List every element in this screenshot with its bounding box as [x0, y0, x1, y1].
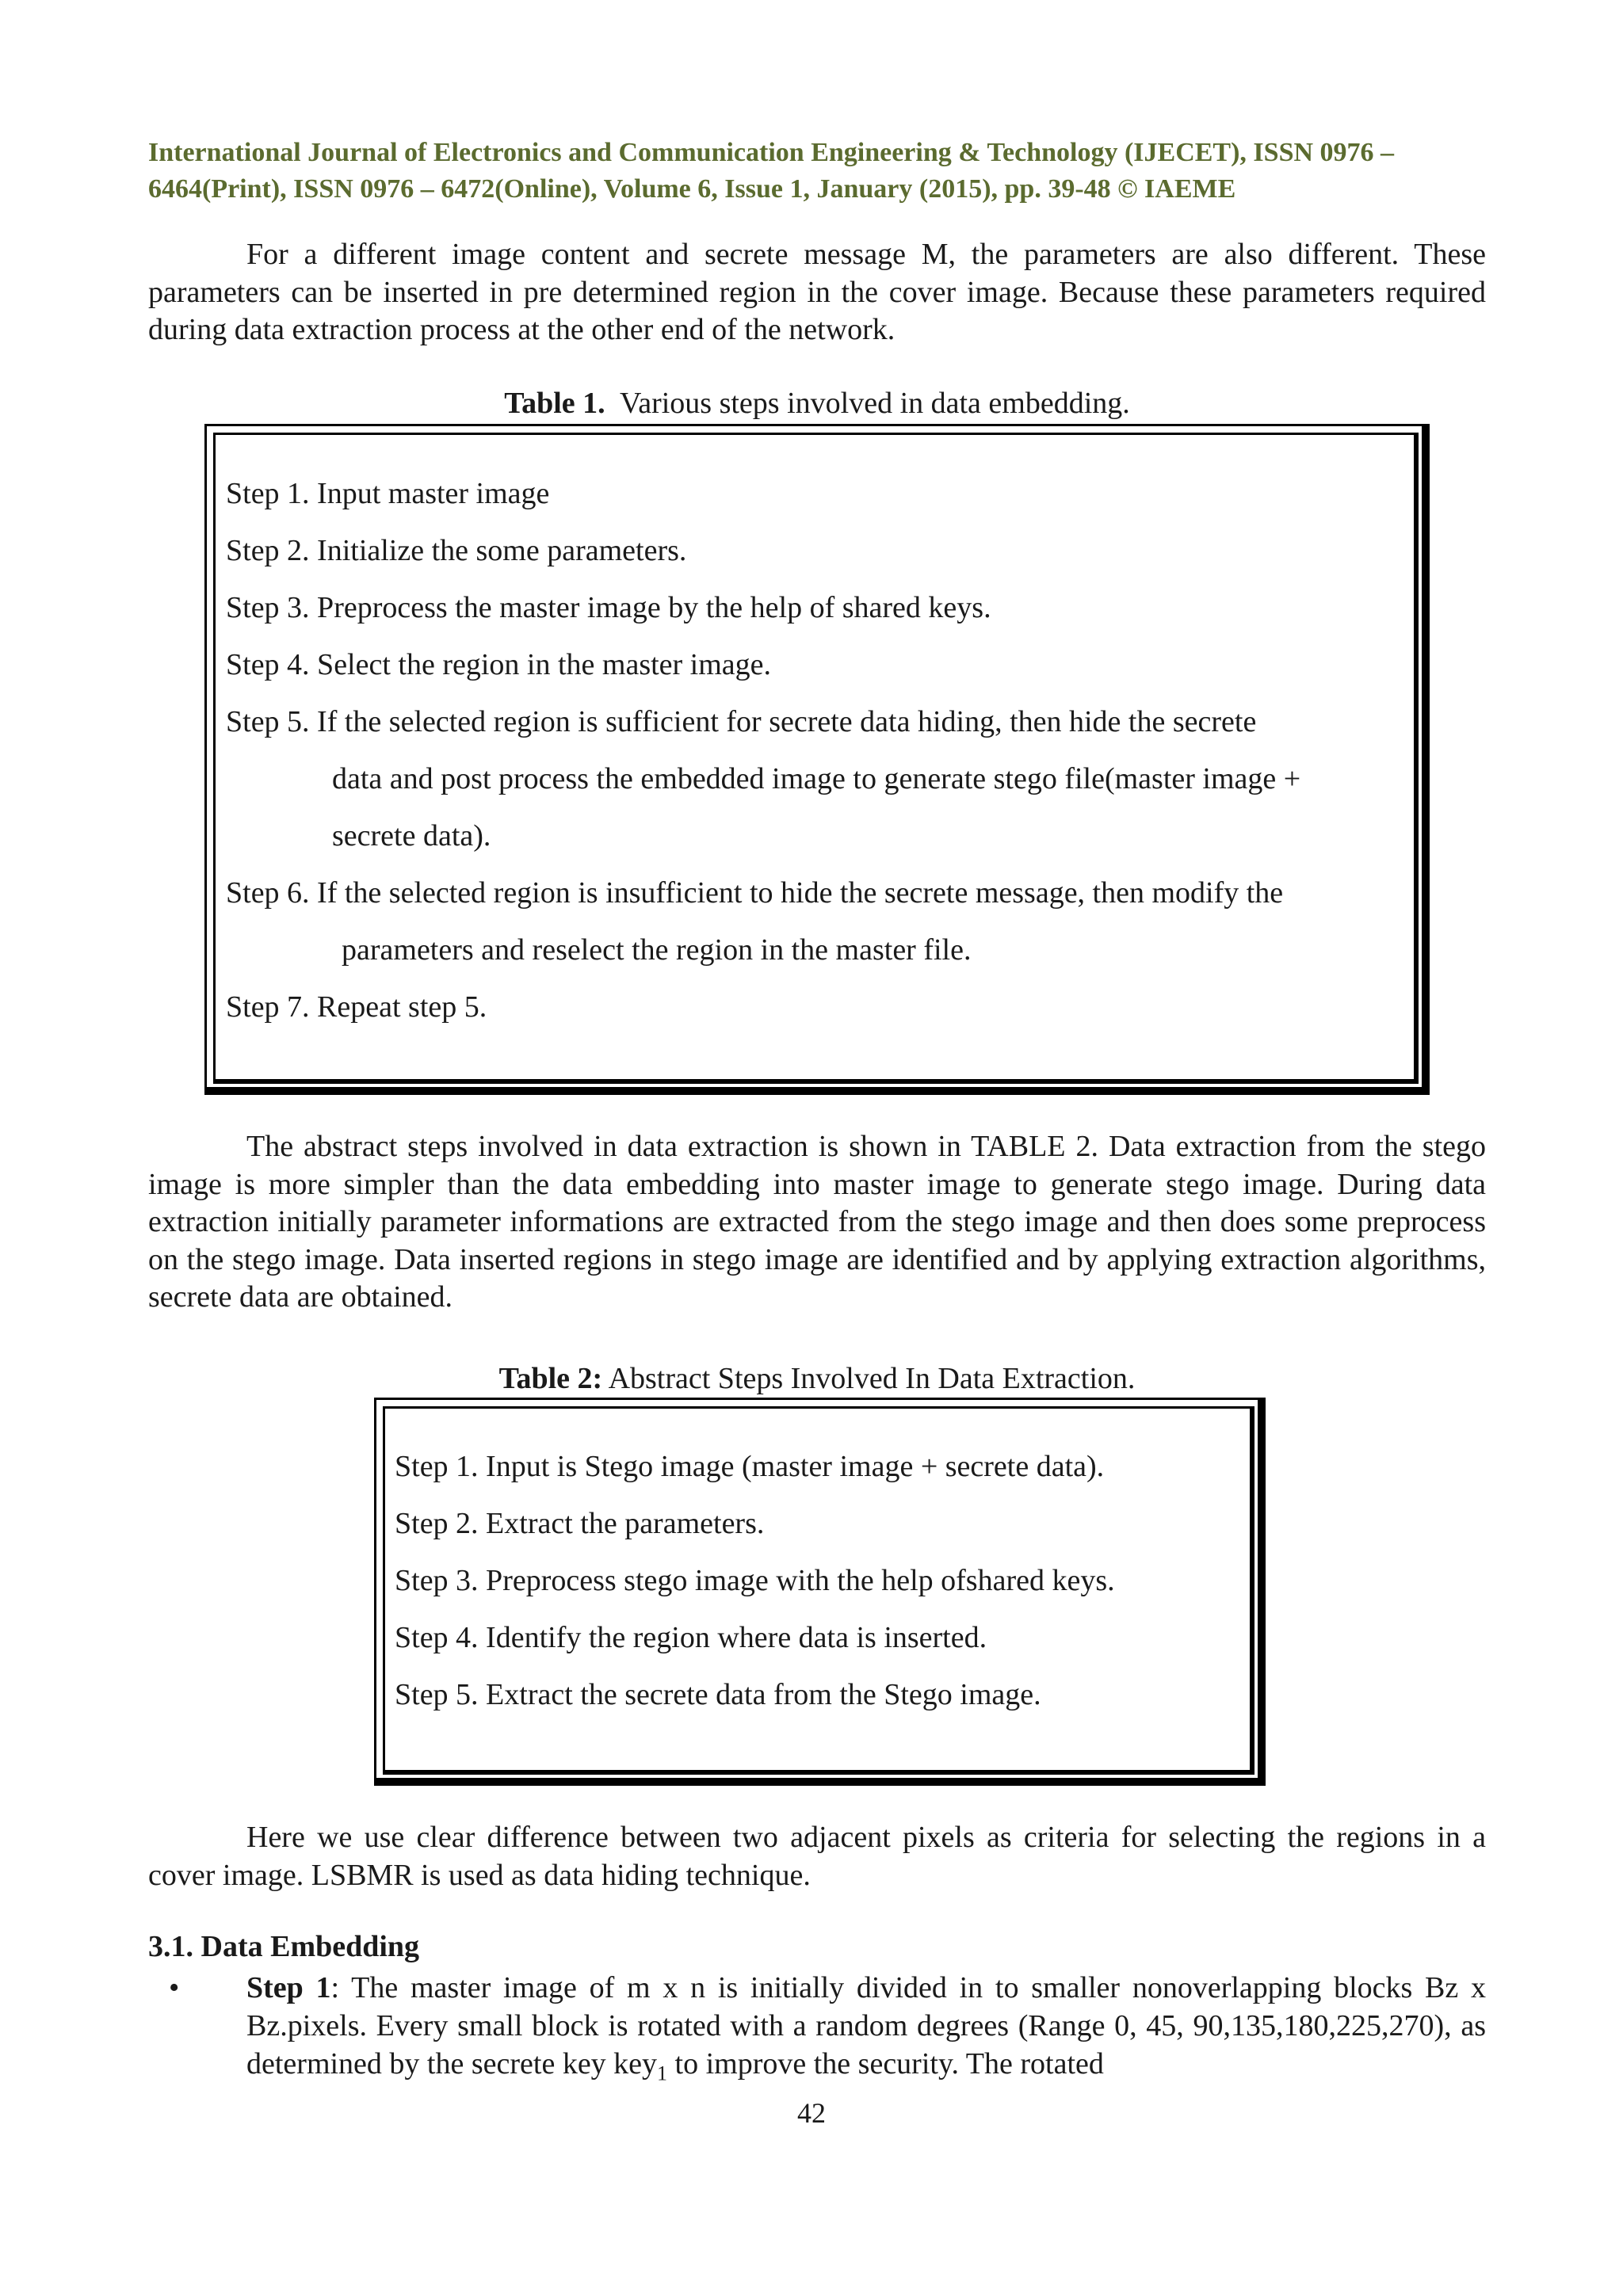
table-2-title: Abstract Steps Involved In Data Extraction. [608, 1362, 1136, 1395]
bullet-step-1-text [169, 1969, 1486, 2093]
table-2-caption [148, 1360, 1486, 1397]
table-1-steps [226, 465, 1300, 1035]
table-1-title: Various steps involved in data embedding. [619, 387, 1130, 420]
table-1-step: Step 2. Initialize the some parameters. [226, 534, 687, 567]
table-2-step: Step 3. Preprocess stego image with the help ofshared keys. [395, 1564, 1115, 1597]
paragraph-regions-text: Here we use clear difference between two adjacent pixels as criteria for selecting the regions in a cover image. LSBMR is used as data hiding technique. [148, 1821, 1486, 1892]
bullet-step-label: Step 1 [246, 1971, 331, 2004]
paragraph-parameters [148, 236, 1486, 349]
paragraph-parameters-text: For a different image content and secrete message M, the parameters are also different. These parameters can be inserted in pre determined region in the cover image. Because these parameters required during data extraction process at the other end of the network. [148, 238, 1486, 346]
table-1-step: Step 7. Repeat step 5. [226, 990, 487, 1024]
paragraph-regions [148, 1819, 1486, 1894]
journal-header [148, 135, 1480, 208]
table-2-step: Step 1. Input is Stego image (master image + secrete data). [395, 1450, 1105, 1483]
table-2-label: Table 2: [498, 1362, 603, 1395]
table-1-step: Step 1. Input master image [226, 477, 550, 510]
journal-header-line-2: 6464(Print), ISSN 0976 – 6472(Online), Volume 6, Issue 1, January (2015), pp. 39-48 © IAEME [148, 174, 1236, 204]
table-1-label: Table 1. [504, 387, 605, 420]
paragraph-extraction-text: The abstract steps involved in data extraction is shown in TABLE 2. Data extraction from the stego image is more simpler than the data embedding into master image to generate stego image. During data extraction initially parameter informations are extracted from the stego image and then does some preprocess on the stego image. Data inserted regions in stego image are identified and by applying extraction algorithms, secrete data are obtained. [148, 1130, 1486, 1314]
table-1-caption [148, 385, 1486, 421]
bullet-icon: • [169, 1971, 180, 2004]
bullet-step-body-end: to improve the security. The rotated [667, 2047, 1104, 2081]
bullet-step-body: : The master image of m x n is initially divided in to smaller nonoverlapping blocks Bz x Bz.pixels. Every small block is rotated with a random degrees (Range 0, 45, 90,135,180,225,270), as determined by the secrete key key [246, 1971, 1486, 2081]
table-1-step-continuation: data and post process the embedded image to generate stego file(master image + [332, 762, 1301, 795]
table-1-step: Step 4. Select the region in the master image. [226, 648, 772, 681]
paragraph-extraction [148, 1128, 1486, 1317]
table-1-step: Step 5. If the selected region is sufficient for secrete data hiding, then hide the secrete [226, 705, 1257, 738]
page-number: 42 [797, 2097, 826, 2129]
table-1-step-continuation: secrete data). [332, 819, 491, 852]
section-heading: 3.1. Data Embedding [148, 1930, 420, 1963]
table-2-step: Step 2. Extract the parameters. [395, 1507, 765, 1540]
table-2-step: Step 4. Identify the region where data is inserted. [395, 1621, 987, 1654]
table-1-step: Step 6. If the selected region is insufficient to hide the secrete message, then modify the [226, 876, 1284, 910]
table-2-step: Step 5. Extract the secrete data from the Stego image. [395, 1678, 1041, 1711]
key-subscript: 1 [657, 2061, 668, 2085]
table-1-step: Step 3. Preprocess the master image by the help of shared keys. [226, 591, 991, 624]
table-2-steps [395, 1438, 1115, 1723]
journal-header-line-1: International Journal of Electronics and Communication Engineering & Technology (IJECET), ISSN 0976 – [148, 138, 1395, 167]
bullet-step-1 [169, 1969, 1486, 2093]
table-1-step-continuation: parameters and reselect the region in the master file. [342, 933, 972, 967]
